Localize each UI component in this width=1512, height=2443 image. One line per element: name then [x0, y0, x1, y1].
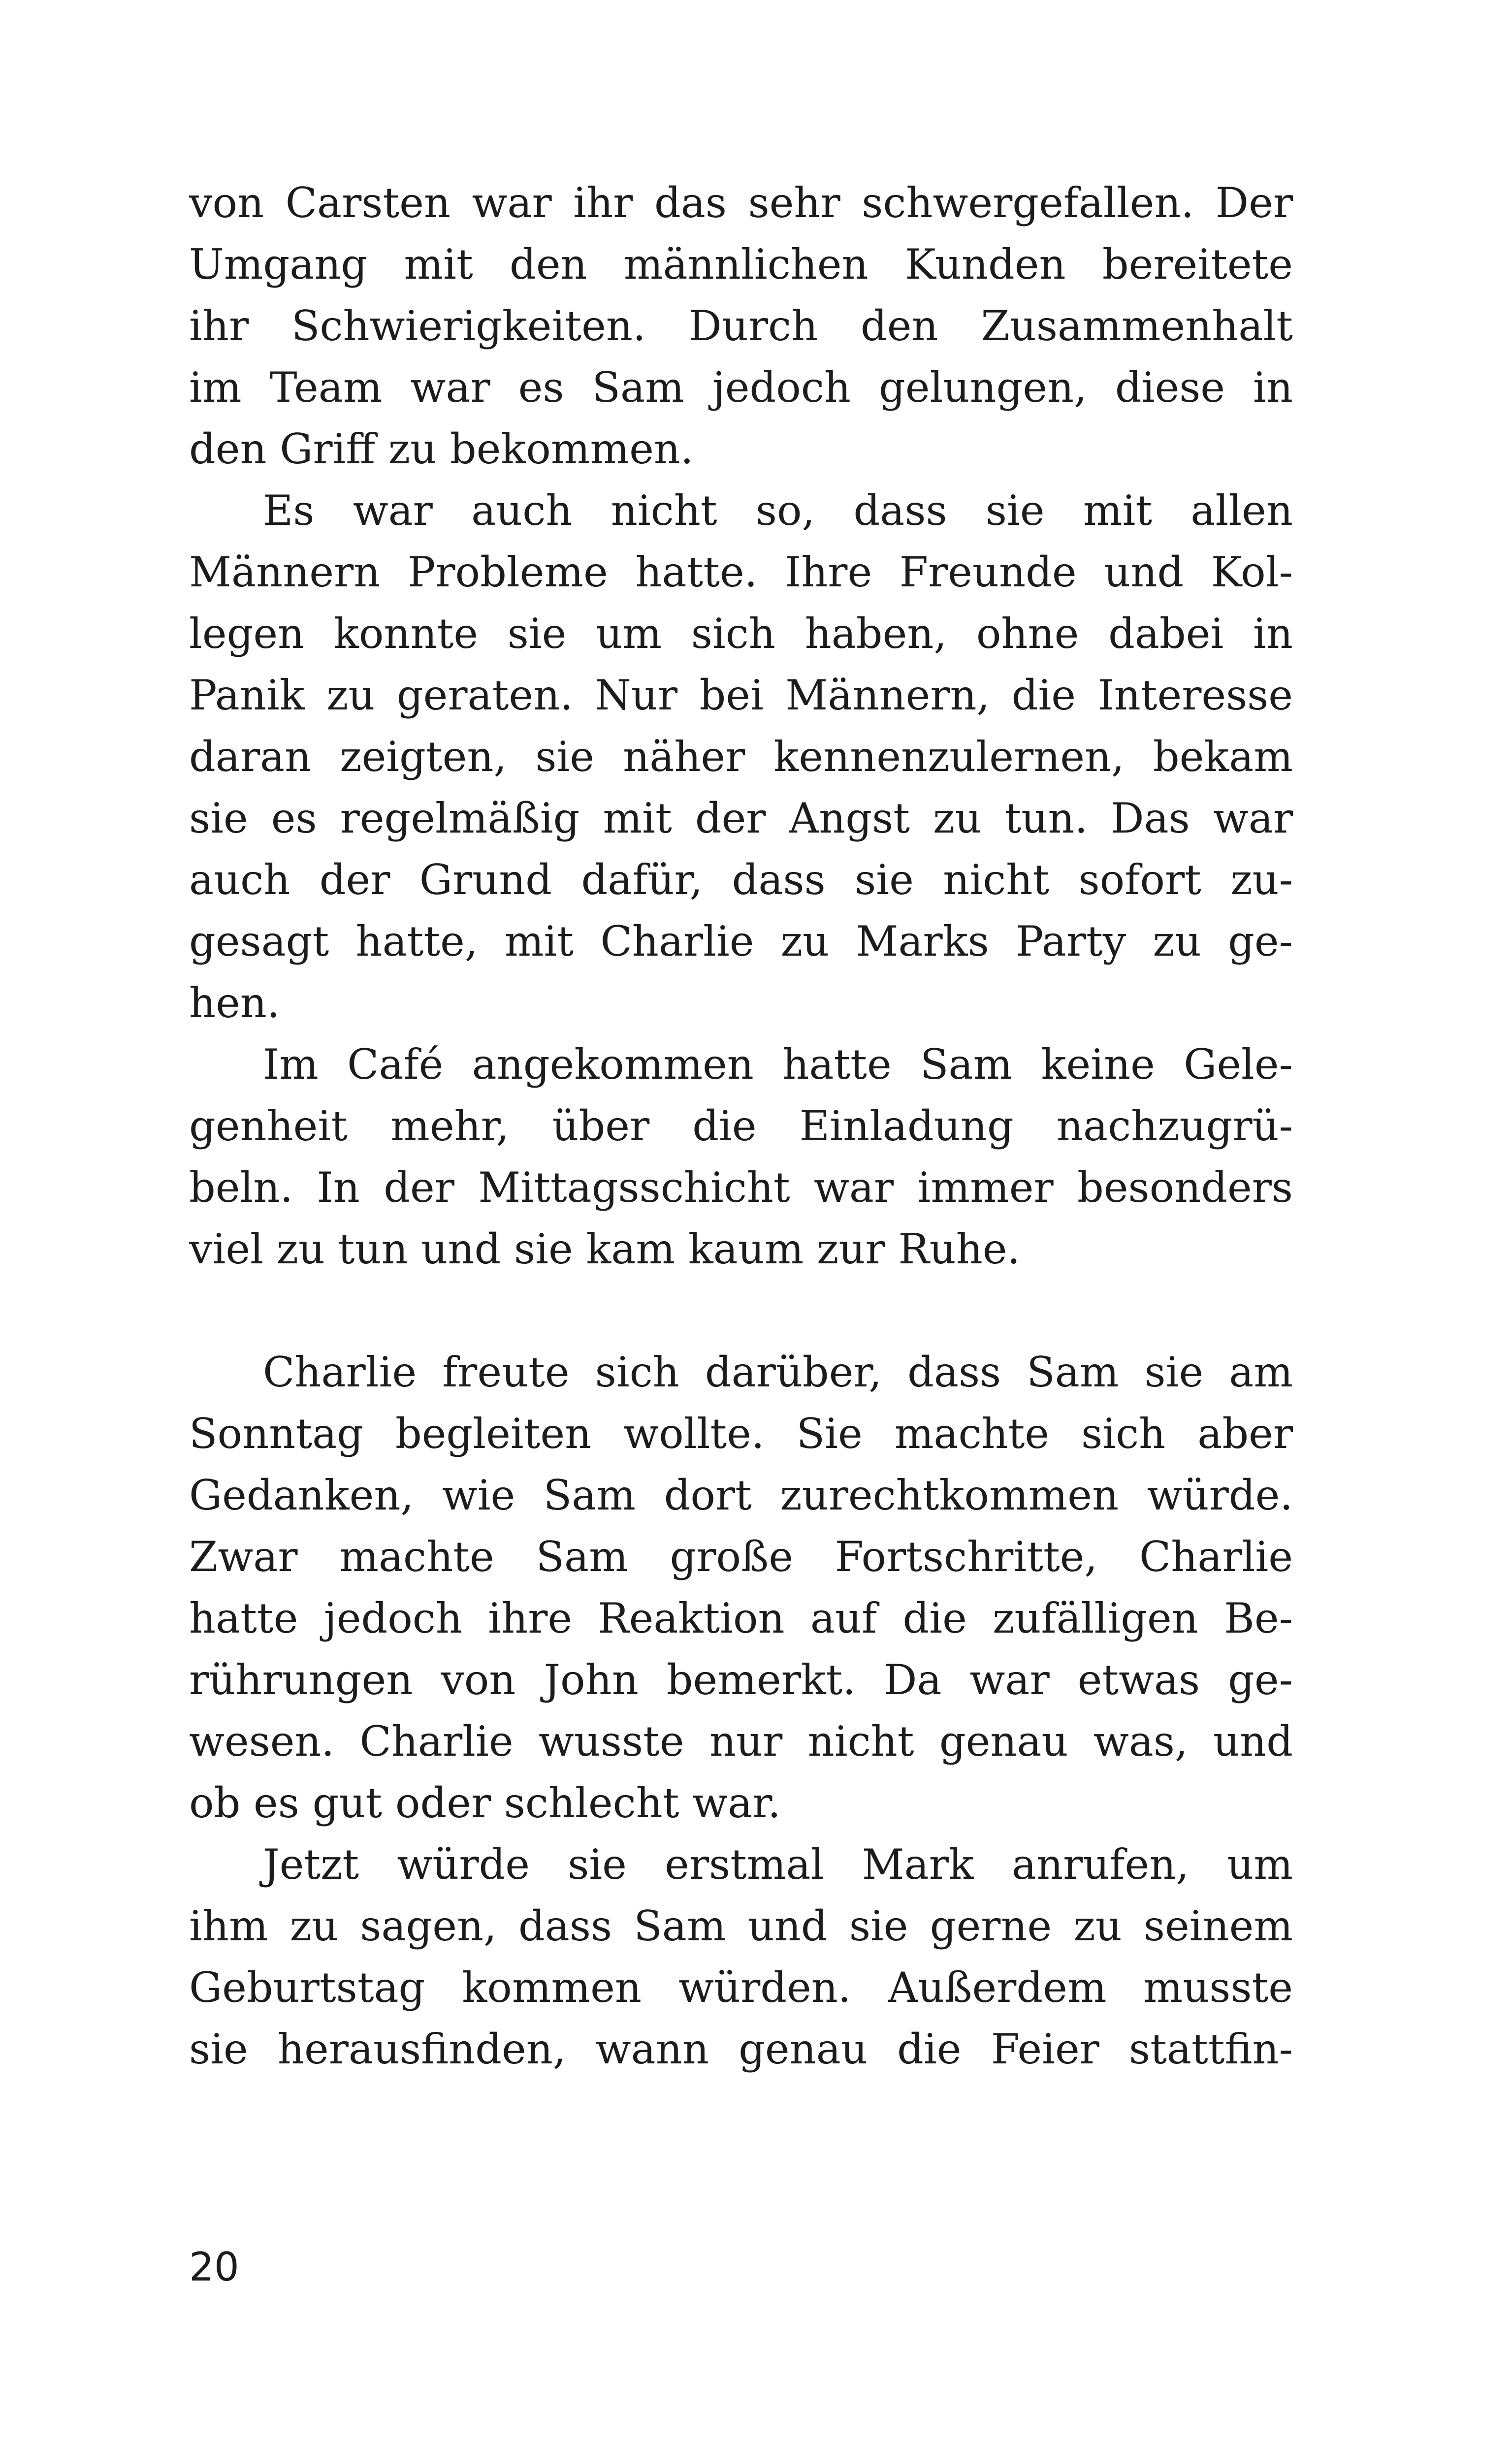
text-line: Es war auch nicht so, dass sie mit allen	[263, 486, 1293, 535]
text-line: ob es gut oder schlecht war.	[189, 1779, 781, 1827]
text-line: genheit mehr, über die Einladung nachzugrü-	[189, 1102, 1293, 1150]
text-line: Charlie freute sich darüber, dass Sam sie am	[263, 1348, 1293, 1396]
text-line: hatte jedoch ihre Reaktion auf die zufälligen Be-	[189, 1594, 1293, 1642]
text-line: wesen. Charlie wusste nur nicht genau was, und	[189, 1717, 1293, 1766]
text-line: rührungen von John bemerkt. Da war etwas ge-	[189, 1656, 1293, 1704]
text-line: hen.	[189, 979, 280, 1027]
text-line: legen konnte sie um sich haben, ohne dabei in	[189, 610, 1293, 658]
text-line: ihr Schwierigkeiten. Durch den Zusammenhalt	[189, 302, 1293, 350]
text-line: auch der Grund dafür, dass sie nicht sofort zu-	[189, 856, 1293, 904]
text-line: sie herausfinden, wann genau die Feier stattfin-	[189, 2025, 1293, 2073]
text-line: Gedanken, wie Sam dort zurechtkommen würde.	[189, 1471, 1293, 1519]
text-line: Männern Probleme hatte. Ihre Freunde und Kol-	[189, 548, 1293, 596]
body-text	[189, 172, 1293, 2080]
text-line: sie es regelmäßig mit der Angst zu tun. Das war	[189, 794, 1293, 842]
text-line: gesagt hatte, mit Charlie zu Marks Party zu ge-	[189, 917, 1293, 965]
text-line: Jetzt würde sie erstmal Mark anrufen, um	[263, 1840, 1293, 1889]
text-line: von Carsten war ihr das sehr schwergefallen. Der	[189, 179, 1293, 227]
text-line: beln. In der Mittagsschicht war immer besonders	[189, 1163, 1293, 1212]
text-line: den Griff zu bekommen.	[189, 425, 694, 473]
text-line: daran zeigten, sie näher kennenzulernen, bekam	[189, 733, 1293, 781]
text-line: Geburtstag kommen würden. Außerdem musste	[189, 1963, 1293, 2012]
text-line: viel zu tun und sie kam kaum zur Ruhe.	[189, 1225, 1021, 1273]
text-line: Zwar machte Sam große Fortschritte, Charlie	[189, 1533, 1293, 1581]
text-line: Sonntag begleiten wollte. Sie machte sich aber	[189, 1410, 1293, 1458]
text-line: im Team war es Sam jedoch gelungen, diese in	[189, 363, 1293, 412]
text-line: Umgang mit den männlichen Kunden bereitete	[189, 240, 1293, 289]
text-line: Im Café angekommen hatte Sam keine Gele-	[263, 1040, 1293, 1089]
scene-break	[189, 1280, 1293, 1342]
text-line: ihm zu sagen, dass Sam und sie gerne zu seinem	[189, 1902, 1293, 1950]
page-number: 20	[189, 2244, 239, 2290]
text-line: Panik zu geraten. Nur bei Männern, die Interesse	[189, 671, 1293, 719]
